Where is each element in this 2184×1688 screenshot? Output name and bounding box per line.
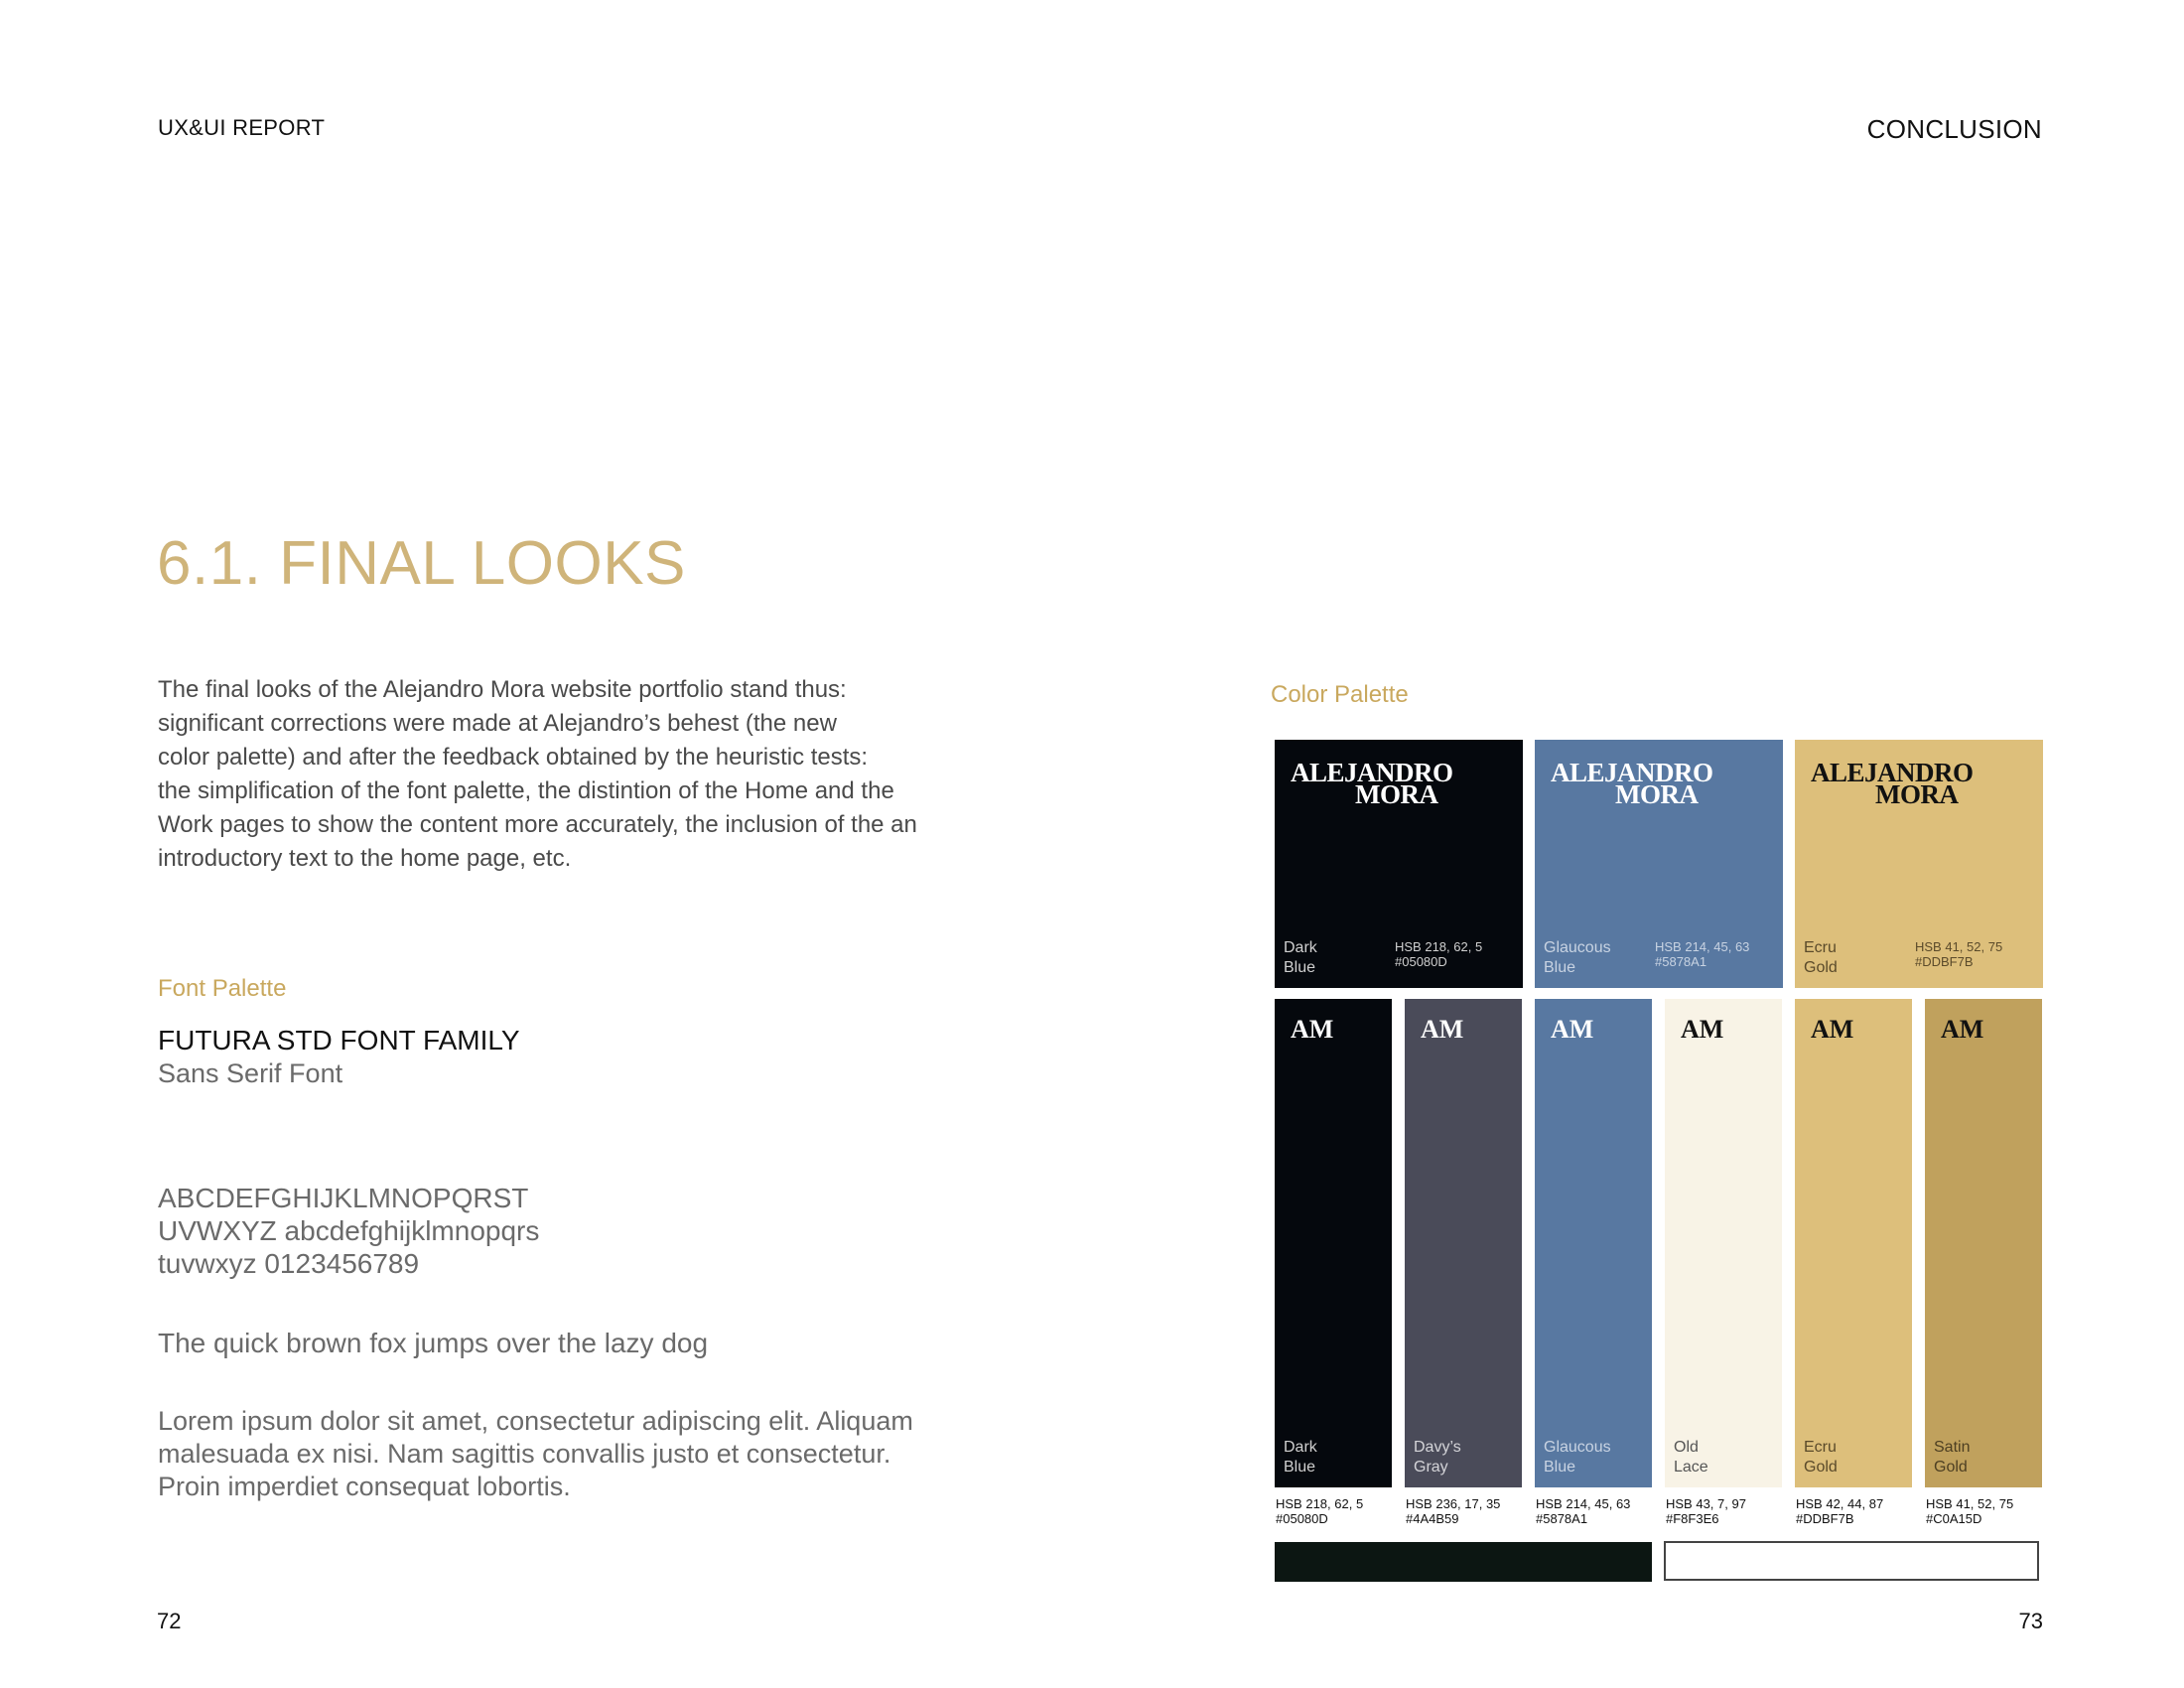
color-codes <box>1796 1496 1883 1526</box>
font-palette-label: Font Palette <box>158 975 287 1002</box>
primary-color-swatch <box>1795 740 2043 988</box>
color-name-line: Gold <box>1804 1459 1838 1476</box>
report-header: UX&UI REPORT <box>158 115 326 140</box>
logo-line: ALEJANDRO <box>1291 758 1453 787</box>
color-name-line: Gray <box>1414 1459 1448 1476</box>
hsb-value: HSB 214, 45, 63 <box>1536 1496 1631 1511</box>
color-name-line: Gold <box>1934 1459 1968 1476</box>
color-palette-label: Color Palette <box>1271 681 1409 708</box>
color-name-line: Gold <box>1804 959 1838 976</box>
color-name-line: Blue <box>1544 1459 1576 1476</box>
glyph-line: ABCDEFGHIJKLMNOPQRST <box>158 1183 529 1213</box>
hex-value: #DDBF7B <box>1915 954 1974 969</box>
hex-value: #05080D <box>1276 1511 1328 1526</box>
glyph-line: tuvwxyz 0123456789 <box>158 1248 420 1279</box>
hex-value: #5878A1 <box>1655 954 1707 969</box>
monogram: AM <box>1551 1015 1594 1044</box>
color-name-line: Blue <box>1284 1459 1316 1476</box>
color-name-line: Ecru <box>1804 939 1837 956</box>
brand-logo <box>1551 758 1713 809</box>
color-codes <box>1395 939 1482 969</box>
color-name <box>1544 1438 1611 1477</box>
hex-value: #DDBF7B <box>1796 1511 1854 1526</box>
hsb-value: HSB 214, 45, 63 <box>1655 939 1750 954</box>
color-name-line: Glaucous <box>1544 1439 1611 1456</box>
hsb-value: HSB 41, 52, 75 <box>1926 1496 2014 1511</box>
color-name <box>1284 938 1317 978</box>
intro-line: The final looks of the Alejandro Mora website portfolio stand thus: <box>158 676 847 703</box>
logo-line: MORA <box>1615 779 1699 809</box>
color-codes <box>1406 1496 1500 1526</box>
color-name <box>1934 1438 1970 1477</box>
color-name <box>1414 1438 1461 1477</box>
monogram: AM <box>1941 1015 1984 1044</box>
secondary-color-swatch <box>1405 999 1522 1487</box>
color-name-line: Ecru <box>1804 1439 1837 1456</box>
color-name-line: Glaucous <box>1544 939 1611 956</box>
hsb-value: HSB 42, 44, 87 <box>1796 1496 1884 1511</box>
page-number-right: 73 <box>2018 1609 2043 1633</box>
color-codes <box>1276 1496 1363 1526</box>
intro-line: introductory text to the home page, etc. <box>158 845 572 872</box>
hex-value: #5878A1 <box>1536 1511 1588 1526</box>
hex-value: #C0A15D <box>1926 1511 1982 1526</box>
intro-line: color palette) and after the feedback obtained by the heuristic tests: <box>158 744 869 771</box>
intro-line: Work pages to show the content more accurately, the inclusion of the an <box>158 811 917 838</box>
intro-line: the simplification of the font palette, the distintion of the Home and the <box>158 777 894 804</box>
section-header: CONCLUSION <box>1866 114 2042 144</box>
intro-line: significant corrections were made at Alejandro’s behest (the new <box>158 710 837 737</box>
logo-line: MORA <box>1875 779 1959 809</box>
logo-line: ALEJANDRO <box>1551 758 1713 787</box>
hsb-value: HSB 236, 17, 35 <box>1406 1496 1501 1511</box>
page-number-left: 72 <box>157 1609 182 1633</box>
primary-color-swatch <box>1275 740 1523 988</box>
monogram: AM <box>1811 1015 1854 1044</box>
secondary-color-swatch <box>1795 999 1912 1487</box>
hex-value: #05080D <box>1395 954 1447 969</box>
glyph-line: UVWXYZ abcdefghijklmnopqrs <box>158 1215 540 1246</box>
color-name-line: Satin <box>1934 1439 1971 1456</box>
color-name-line: Dark <box>1284 939 1317 956</box>
secondary-color-swatch <box>1925 999 2042 1487</box>
pangram-sample: The quick brown fox jumps over the lazy dog <box>158 1328 709 1358</box>
color-name-line: Lace <box>1674 1459 1708 1476</box>
secondary-color-swatch <box>1535 999 1652 1487</box>
color-codes <box>1655 939 1749 969</box>
color-name <box>1804 1438 1838 1477</box>
page-title: 6.1. FINAL LOOKS <box>157 529 686 598</box>
lorem-sample <box>158 1405 913 1503</box>
brand-logo <box>1811 758 1974 809</box>
color-name-line: Dark <box>1284 1439 1317 1456</box>
color-name-line: Blue <box>1544 959 1576 976</box>
monogram: AM <box>1291 1015 1334 1044</box>
color-name-line: Davy’s <box>1414 1439 1461 1456</box>
color-codes <box>1926 1496 2013 1526</box>
color-name-line: Blue <box>1284 959 1316 976</box>
glyph-specimen <box>158 1182 539 1280</box>
hsb-value: HSB 43, 7, 97 <box>1666 1496 1746 1511</box>
hsb-value: HSB 218, 62, 5 <box>1276 1496 1364 1511</box>
hex-value: #4A4B59 <box>1406 1511 1459 1526</box>
color-name-line: Old <box>1674 1439 1699 1456</box>
color-name <box>1674 1438 1708 1477</box>
font-family-name: FUTURA STD FONT FAMILY <box>158 1025 520 1055</box>
primary-color-swatch <box>1535 740 1783 988</box>
font-type: Sans Serif Font <box>158 1058 343 1088</box>
lorem-line: Lorem ipsum dolor sit amet, consectetur adipiscing elit. Aliquam <box>158 1406 913 1436</box>
secondary-color-swatch <box>1275 999 1392 1487</box>
lorem-line: malesuada ex nisi. Nam sagittis convallis justo et consectetur. <box>158 1439 891 1469</box>
hsb-value: HSB 218, 62, 5 <box>1395 939 1483 954</box>
color-name <box>1544 938 1611 978</box>
monogram: AM <box>1421 1015 1464 1044</box>
light-color-bar <box>1664 1541 2039 1581</box>
logo-line: MORA <box>1355 779 1438 809</box>
brand-logo <box>1291 758 1453 809</box>
monogram: AM <box>1681 1015 1724 1044</box>
color-name <box>1284 1438 1317 1477</box>
color-codes <box>1536 1496 1630 1526</box>
color-codes <box>1915 939 2002 969</box>
lorem-line: Proin imperdiet consequat lobortis. <box>158 1472 571 1501</box>
intro-paragraph <box>158 673 917 876</box>
dark-color-bar <box>1275 1542 1652 1582</box>
hex-value: #F8F3E6 <box>1666 1511 1719 1526</box>
logo-line: ALEJANDRO <box>1811 758 1974 787</box>
hsb-value: HSB 41, 52, 75 <box>1915 939 2003 954</box>
secondary-color-swatch <box>1665 999 1782 1487</box>
color-codes <box>1666 1496 1746 1526</box>
color-name <box>1804 938 1838 978</box>
